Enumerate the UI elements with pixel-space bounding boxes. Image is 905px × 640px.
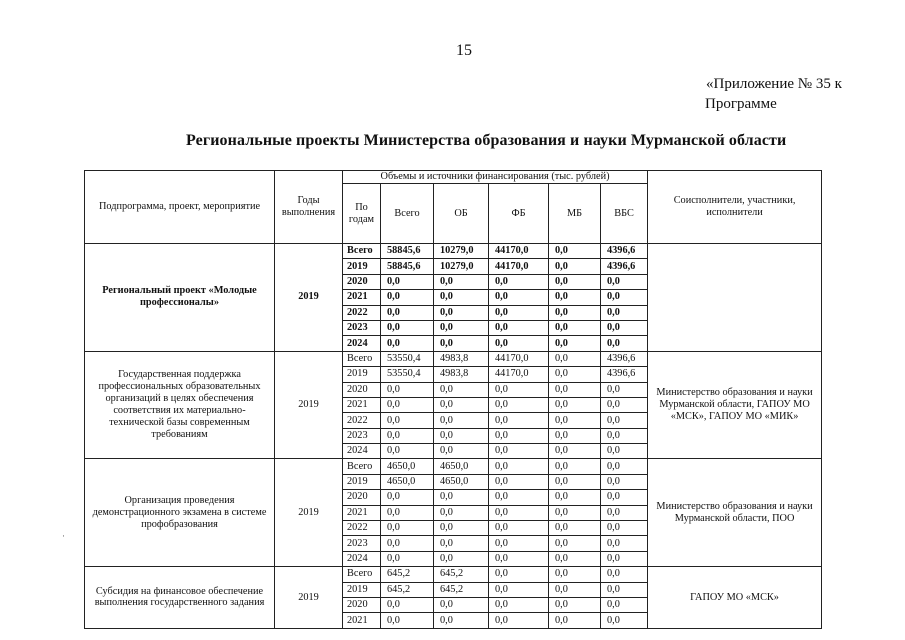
cell-mb: 0,0 (549, 490, 601, 505)
cell-fb: 0,0 (489, 305, 549, 320)
cell-ob: 4983,8 (434, 367, 489, 382)
cell-ob: 0,0 (434, 382, 489, 397)
cell-vbs: 0,0 (601, 397, 648, 412)
program-years: 2019 (275, 351, 343, 459)
cell-mb: 0,0 (549, 413, 601, 428)
row-label: 2022 (343, 521, 381, 536)
cell-vbs: 0,0 (601, 597, 648, 612)
cell-ob: 0,0 (434, 551, 489, 566)
cell-mb: 0,0 (549, 336, 601, 351)
cell-fb: 0,0 (489, 444, 549, 459)
cell-vbs: 0,0 (601, 382, 648, 397)
cell-total: 0,0 (381, 413, 434, 428)
cell-fb: 0,0 (489, 428, 549, 443)
cell-vbs: 0,0 (601, 505, 648, 520)
cell-ob: 0,0 (434, 397, 489, 412)
cell-mb: 0,0 (549, 459, 601, 474)
cell-vbs: 0,0 (601, 490, 648, 505)
program-years: 2019 (275, 244, 343, 352)
cell-mb: 0,0 (549, 551, 601, 566)
row-label: Всего (343, 459, 381, 474)
row-label: 2019 (343, 474, 381, 489)
cell-total: 0,0 (381, 490, 434, 505)
cell-mb: 0,0 (549, 290, 601, 305)
cell-ob: 0,0 (434, 613, 489, 628)
row-label: 2019 (343, 259, 381, 274)
cell-fb: 0,0 (489, 490, 549, 505)
cell-fb: 0,0 (489, 474, 549, 489)
cell-ob: 0,0 (434, 444, 489, 459)
header-vbs: ВБС (601, 184, 648, 244)
cell-total: 53550,4 (381, 351, 434, 366)
program-participants: Министерство образования и науки Мурманской области, ПОО (648, 459, 822, 567)
cell-vbs: 0,0 (601, 551, 648, 566)
cell-vbs: 0,0 (601, 305, 648, 320)
header-mb: МБ (549, 184, 601, 244)
cell-total: 0,0 (381, 336, 434, 351)
row-label: 2019 (343, 582, 381, 597)
row-label: 2023 (343, 320, 381, 335)
cell-vbs: 0,0 (601, 582, 648, 597)
header-years: Годы выполнения (275, 171, 343, 244)
cell-total: 0,0 (381, 428, 434, 443)
header-total: Всего (381, 184, 434, 244)
cell-mb: 0,0 (549, 305, 601, 320)
cell-mb: 0,0 (549, 521, 601, 536)
row-label: 2020 (343, 274, 381, 289)
row-label: 2024 (343, 336, 381, 351)
cell-mb: 0,0 (549, 505, 601, 520)
header-fb: ФБ (489, 184, 549, 244)
program-participants: Министерство образования и науки Мурманской области, ГАПОУ МО «МСК», ГАПОУ МО «МИК» (648, 351, 822, 459)
cell-total: 0,0 (381, 613, 434, 628)
cell-total: 4650,0 (381, 459, 434, 474)
row-label: 2020 (343, 597, 381, 612)
table-row (85, 459, 822, 474)
row-label: 2021 (343, 290, 381, 305)
program-years: 2019 (275, 459, 343, 567)
header-by-year: По годам (343, 184, 381, 244)
cell-ob: 0,0 (434, 505, 489, 520)
cell-total: 645,2 (381, 582, 434, 597)
cell-vbs: 0,0 (601, 536, 648, 551)
row-label: 2024 (343, 551, 381, 566)
appendix-label: «Приложение № 35 к (706, 76, 842, 92)
cell-vbs: 4396,6 (601, 244, 648, 259)
cell-vbs: 0,0 (601, 336, 648, 351)
cell-fb: 0,0 (489, 597, 549, 612)
cell-total: 0,0 (381, 521, 434, 536)
cell-fb: 0,0 (489, 413, 549, 428)
cell-mb: 0,0 (549, 382, 601, 397)
cell-total: 0,0 (381, 597, 434, 612)
cell-mb: 0,0 (549, 428, 601, 443)
cell-ob: 10279,0 (434, 244, 489, 259)
cell-mb: 0,0 (549, 244, 601, 259)
margin-mark: · (62, 531, 65, 541)
program-name: Субсидия на финансовое обеспечение выполнения государственного задания (85, 567, 275, 629)
cell-mb: 0,0 (549, 320, 601, 335)
row-label: 2020 (343, 382, 381, 397)
row-label: 2023 (343, 536, 381, 551)
cell-mb: 0,0 (549, 259, 601, 274)
cell-fb: 0,0 (489, 613, 549, 628)
cell-vbs: 0,0 (601, 274, 648, 289)
cell-mb: 0,0 (549, 536, 601, 551)
cell-fb: 0,0 (489, 274, 549, 289)
program-name: Государственная поддержка профессиональных образовательных организаций в целях обеспечения соответствия их материально-технической базы современным требованиям (85, 351, 275, 459)
table-row (85, 244, 822, 259)
cell-total: 0,0 (381, 382, 434, 397)
cell-mb: 0,0 (549, 397, 601, 412)
program-name: Региональный проект «Молодые профессионалы» (85, 244, 275, 352)
row-label: Всего (343, 567, 381, 582)
cell-mb: 0,0 (549, 582, 601, 597)
cell-ob: 645,2 (434, 582, 489, 597)
cell-fb: 0,0 (489, 551, 549, 566)
cell-total: 0,0 (381, 290, 434, 305)
row-label: 2023 (343, 428, 381, 443)
cell-ob: 0,0 (434, 290, 489, 305)
cell-fb: 44170,0 (489, 367, 549, 382)
cell-fb: 0,0 (489, 521, 549, 536)
program-participants (648, 244, 822, 352)
cell-total: 0,0 (381, 505, 434, 520)
cell-ob: 0,0 (434, 490, 489, 505)
cell-fb: 0,0 (489, 320, 549, 335)
cell-ob: 0,0 (434, 320, 489, 335)
cell-mb: 0,0 (549, 597, 601, 612)
cell-fb: 44170,0 (489, 244, 549, 259)
cell-vbs: 0,0 (601, 413, 648, 428)
cell-vbs: 4396,6 (601, 351, 648, 366)
program-participants: ГАПОУ МО «МСК» (648, 567, 822, 629)
table-body (85, 244, 822, 629)
cell-mb: 0,0 (549, 567, 601, 582)
cell-ob: 0,0 (434, 536, 489, 551)
cell-total: 58845,6 (381, 244, 434, 259)
cell-total: 0,0 (381, 320, 434, 335)
program-years: 2019 (275, 567, 343, 629)
cell-ob: 4650,0 (434, 459, 489, 474)
cell-total: 0,0 (381, 397, 434, 412)
row-label: 2020 (343, 490, 381, 505)
row-label: 2021 (343, 613, 381, 628)
cell-ob: 0,0 (434, 413, 489, 428)
cell-ob: 0,0 (434, 521, 489, 536)
cell-vbs: 0,0 (601, 567, 648, 582)
cell-vbs: 0,0 (601, 613, 648, 628)
cell-mb: 0,0 (549, 367, 601, 382)
cell-ob: 0,0 (434, 428, 489, 443)
cell-vbs: 0,0 (601, 290, 648, 305)
cell-fb: 0,0 (489, 505, 549, 520)
program-name: Организация проведения демонстрационного экзамена в системе профобразования (85, 459, 275, 567)
row-label: 2024 (343, 444, 381, 459)
cell-vbs: 4396,6 (601, 259, 648, 274)
appendix-program-label: Программе (705, 96, 777, 112)
cell-fb: 0,0 (489, 459, 549, 474)
cell-total: 58845,6 (381, 259, 434, 274)
financing-table (84, 170, 822, 629)
cell-mb: 0,0 (549, 444, 601, 459)
cell-total: 0,0 (381, 551, 434, 566)
cell-vbs: 0,0 (601, 474, 648, 489)
cell-ob: 0,0 (434, 274, 489, 289)
cell-vbs: 0,0 (601, 444, 648, 459)
document-title: Региональные проекты Министерства образования и науки Мурманской области (186, 132, 787, 149)
row-label: Всего (343, 351, 381, 366)
row-label: Всего (343, 244, 381, 259)
row-label: 2019 (343, 367, 381, 382)
cell-fb: 0,0 (489, 290, 549, 305)
cell-fb: 0,0 (489, 582, 549, 597)
cell-mb: 0,0 (549, 613, 601, 628)
page-number: 15 (456, 42, 472, 59)
cell-total: 0,0 (381, 536, 434, 551)
cell-fb: 0,0 (489, 382, 549, 397)
cell-ob: 0,0 (434, 336, 489, 351)
cell-ob: 0,0 (434, 597, 489, 612)
cell-vbs: 0,0 (601, 459, 648, 474)
cell-mb: 0,0 (549, 474, 601, 489)
row-label: 2022 (343, 413, 381, 428)
header-program: Подпрограмма, проект, мероприятие (85, 171, 275, 244)
header-ob: ОБ (434, 184, 489, 244)
cell-vbs: 4396,6 (601, 367, 648, 382)
cell-total: 645,2 (381, 567, 434, 582)
cell-fb: 0,0 (489, 536, 549, 551)
table-row (85, 351, 822, 366)
cell-fb: 0,0 (489, 397, 549, 412)
cell-fb: 44170,0 (489, 259, 549, 274)
cell-total: 4650,0 (381, 474, 434, 489)
header-participants: Соисполнители, участники, исполнители (648, 171, 822, 244)
cell-total: 53550,4 (381, 367, 434, 382)
table-row (85, 567, 822, 582)
cell-vbs: 0,0 (601, 320, 648, 335)
cell-ob: 4983,8 (434, 351, 489, 366)
cell-ob: 4650,0 (434, 474, 489, 489)
header-funding: Объемы и источники финансирования (тыс. рублей) (343, 171, 648, 184)
cell-vbs: 0,0 (601, 428, 648, 443)
row-label: 2021 (343, 505, 381, 520)
cell-vbs: 0,0 (601, 521, 648, 536)
cell-ob: 645,2 (434, 567, 489, 582)
cell-ob: 0,0 (434, 305, 489, 320)
cell-mb: 0,0 (549, 351, 601, 366)
cell-fb: 44170,0 (489, 351, 549, 366)
cell-total: 0,0 (381, 305, 434, 320)
row-label: 2021 (343, 397, 381, 412)
cell-fb: 0,0 (489, 567, 549, 582)
row-label: 2022 (343, 305, 381, 320)
cell-fb: 0,0 (489, 336, 549, 351)
cell-total: 0,0 (381, 444, 434, 459)
cell-total: 0,0 (381, 274, 434, 289)
cell-mb: 0,0 (549, 274, 601, 289)
cell-ob: 10279,0 (434, 259, 489, 274)
